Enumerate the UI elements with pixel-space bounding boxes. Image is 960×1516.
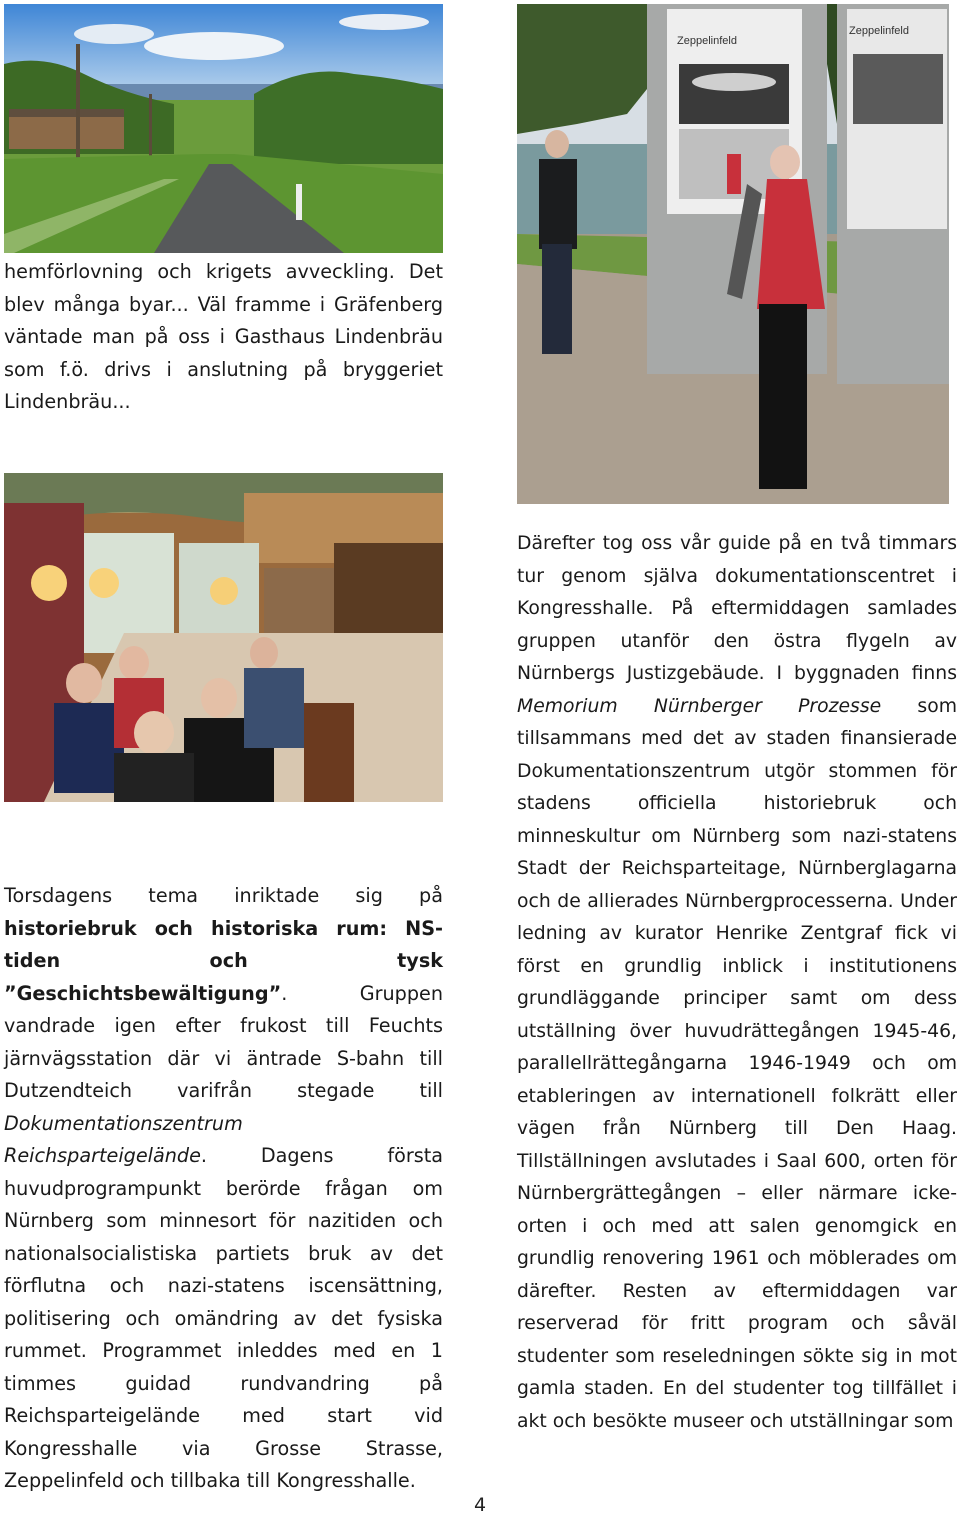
italic-museum-name: Memorium Nürnberger Prozesse xyxy=(517,695,882,717)
left-column-top xyxy=(4,256,443,419)
text-run: . Dagens första huvudprogrampunkt berörde frågan om Nürnberg som minnesort för nazitiden och nationalsocialistiska partiets bruk av det förflutna och nazi-statens iscensättning, politisering och omändring av det fysiska rummet. Programmet inleddes med en 1 timmes guidad rundvandring på Reichsparteigelände med start vid Kongresshalle via Grosse Strasse, Zeppelinfeld och tillbaka till Kongresshalle. xyxy=(4,1144,443,1492)
text-run: Torsdagens tema inriktade sig på xyxy=(4,884,443,907)
photo-guide-zeppelinfeld xyxy=(517,4,949,504)
page-number: 4 xyxy=(473,1494,487,1516)
left-column-bottom xyxy=(4,880,443,1498)
text-run: som tillsammans med det av staden finansierade Dokumentationszentrum utgör stommen för stadens officiella historiebruk och minneskultur om Nürnberg som nazi-statens Stadt der Reichsparteitage, Nürnberglagarna och de allierades Nürnbergprocesserna. Under ledning av kurator Henrike Zentgraf fick vi först en grundlig inblick i institutionens grundläggande principer samt om dess utställning över huvudrättegången 1945-46, parallellrättegångarna 1946-1949 och om etableringen av internationell folkrätt eller vägen från Nürnberg till Den Haag. Tillställningen avslutades i Saal 600, orten för Nürnbergrättegången – eller närmare icke-orten i och med att salen genomgick en grundlig renovering 1961 och möblerades om därefter. Resten av eftermiddagen var reserverad för fritt program och såväl studenter som reseledningen sökte sig in mot gamla staden. En del studenter tog tillfället i akt och besökte museer och utställningar som xyxy=(517,695,957,1432)
paragraph-left-1: hemförlovning och krigets avveckling. Det blev många byar... Väl framme i Gräfenberg väntade man på oss i Gasthaus Lindenbräu som f.ö. drivs i anslutning på bryggeriet Lindenbräu... xyxy=(4,260,443,413)
photo-country-road xyxy=(4,4,443,253)
sign-label-1: Zeppelinfeld xyxy=(677,35,737,47)
paragraph-right-1 xyxy=(517,528,957,1438)
paragraph-left-2 xyxy=(4,880,443,1498)
photo-gasthaus-lindenbraeu xyxy=(4,473,443,802)
sign-label-2: Zeppelinfeld xyxy=(849,25,909,37)
right-column xyxy=(517,528,957,1438)
text-run: . Gruppen vandrade igen efter frukost till Feuchts järnvägsstation där vi äntrade S-bahn till Dutzendteich varifrån stegade till xyxy=(4,981,443,1102)
text-run: Därefter tog oss vår guide på en två timmars tur genom själva dokumentationscentret i Kongresshalle. På eftermiddagen samlades gruppen utanför den östra flygeln av Nürnbergs Justizgebäude. I byggnaden finns xyxy=(517,533,957,684)
italic-place-name: Dokumentationszentrum Reichsparteigelände xyxy=(4,1111,243,1167)
bold-theme: historiebruk och historiska rum: NS-tiden och tysk ”Geschichtsbewältigung” xyxy=(4,916,443,1005)
